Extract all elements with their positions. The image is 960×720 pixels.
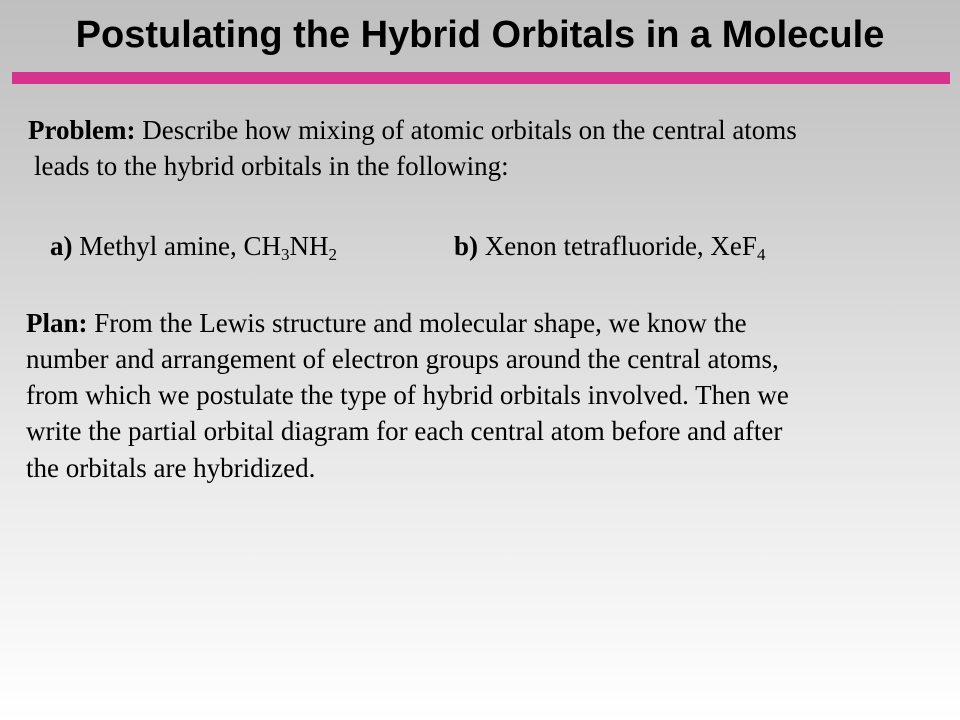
item-b-sub-1: 4 xyxy=(756,245,766,264)
title-divider xyxy=(12,72,950,84)
item-b-label: b) xyxy=(454,231,479,261)
problem-line-2: leads to the hybrid orbitals in the following: xyxy=(34,151,509,181)
item-a-sub-1: 3 xyxy=(280,245,290,264)
plan-line-5: the orbitals are hybridized. xyxy=(26,453,316,483)
plan-line-2: number and arrangement of electron groups around the central atoms, xyxy=(26,344,779,374)
plan-text-1: From the Lewis structure and molecular shape, we know the xyxy=(87,308,747,338)
plan-line-1 xyxy=(26,310,747,337)
item-a-mid: NH xyxy=(289,231,329,261)
item-a xyxy=(50,231,337,264)
plan-line-4: write the partial orbital diagram for each central atom before and after xyxy=(26,416,783,446)
problem-label: Problem: xyxy=(28,115,136,145)
item-b xyxy=(454,231,766,264)
problem-text-1: Describe how mixing of atomic orbitals on the central atoms xyxy=(135,115,797,145)
item-a-label: a) xyxy=(50,231,73,261)
item-b-text: Xenon tetrafluoride, XeF xyxy=(478,231,757,261)
problem-line-1 xyxy=(28,117,797,144)
plan-line-3: from which we postulate the type of hybrid orbitals involved. Then we xyxy=(26,380,789,410)
slide-title: Postulating the Hybrid Orbitals in a Molecule xyxy=(75,14,885,56)
item-a-text: Methyl amine, CH xyxy=(72,231,281,261)
item-a-sub-2: 2 xyxy=(328,245,337,264)
plan-label: Plan: xyxy=(26,308,88,338)
